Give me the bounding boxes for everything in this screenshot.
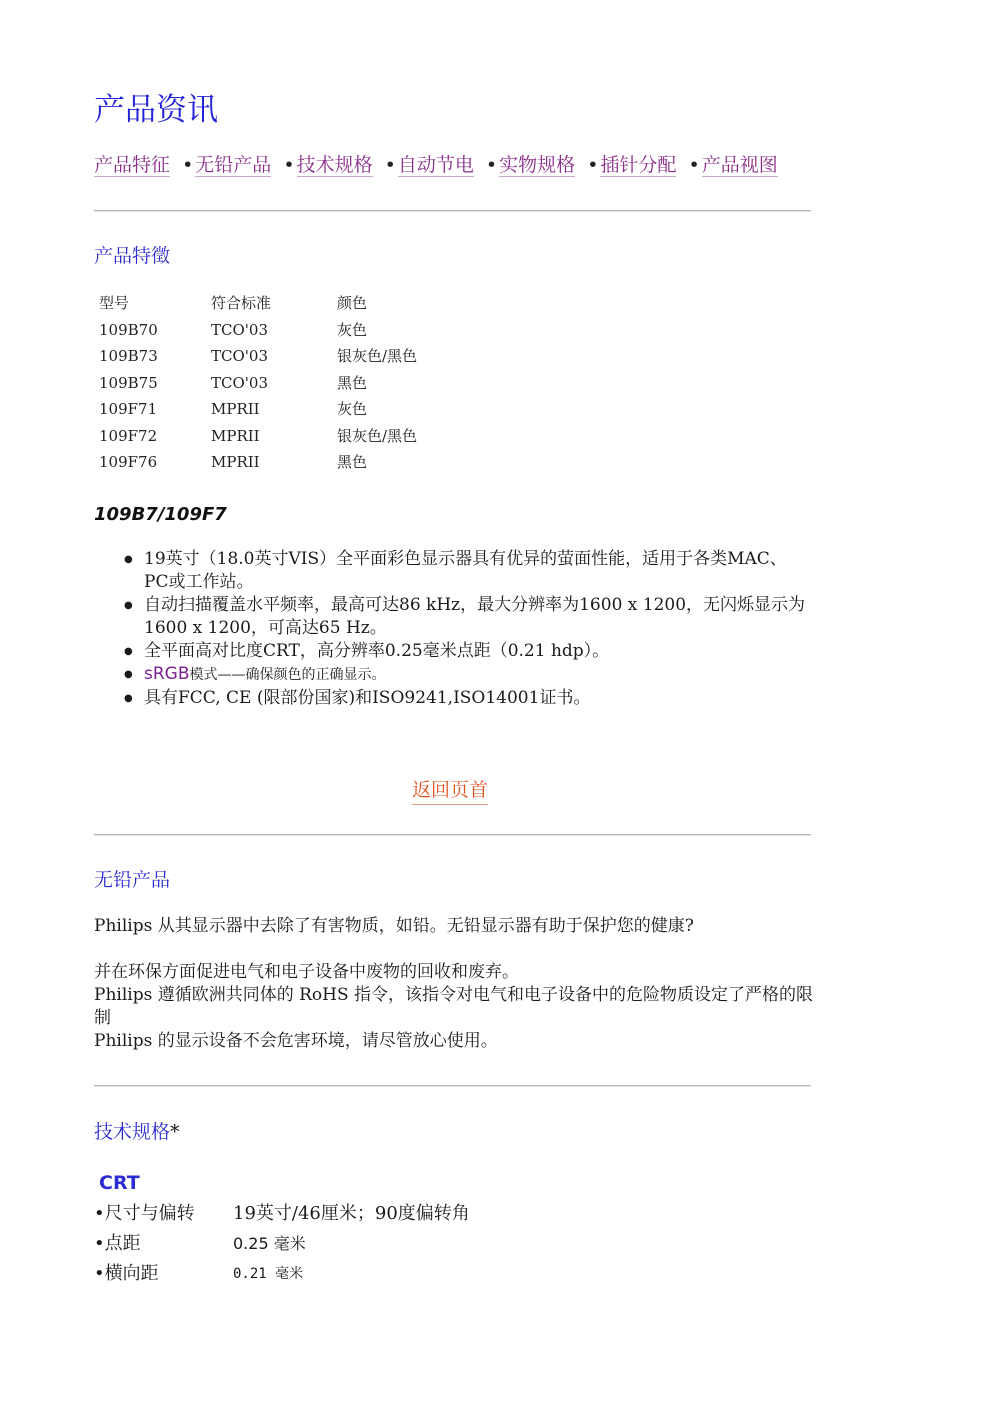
table-row (99, 370, 457, 397)
cell-model: 109B70 (99, 320, 158, 339)
spec-row (94, 1200, 470, 1228)
feature-text: 全平面高对比度CRT，高分辨率0.25毫米点距（0.21 hdp）。 (144, 641, 610, 661)
cell-color: 黑色 (337, 373, 368, 392)
nav-separator: • (688, 154, 700, 176)
srgb-label: sRGB (144, 664, 190, 684)
table-row (99, 423, 457, 450)
cell-model: 109F76 (99, 453, 158, 471)
back-to-top-link[interactable]: 返回页首 (412, 776, 488, 805)
nav-link-features[interactable]: 产品特征 (94, 154, 171, 176)
lead-free-description (94, 915, 814, 1053)
nav-link-tech-specs[interactable]: 技术规格 (296, 154, 373, 176)
column-header-standard: 符合标准 (211, 294, 272, 312)
nav-separator: • (182, 154, 194, 176)
spec-label: •横向距 (94, 1263, 159, 1284)
tech-specs-title-text: 技术规格 (94, 1121, 171, 1143)
column-header-model: 型号 (99, 294, 130, 312)
nav-link-lead-free[interactable]: 无铅产品 (195, 154, 272, 176)
table-row (99, 396, 457, 423)
cell-model: 109F71 (99, 400, 158, 418)
cell-color: 银灰色/黑色 (337, 347, 418, 365)
nav-link-auto-power-saving[interactable]: 自动节电 (397, 154, 474, 176)
paragraph: 并在环保方面促进电气和电子设备中废物的回收和废弃。 (94, 962, 519, 982)
list-item (120, 663, 810, 687)
spec-row (94, 1260, 303, 1288)
paragraph-spacer (94, 938, 814, 961)
nav-separator: • (587, 154, 599, 176)
feature-text: 自动扫描覆盖水平频率，最高可达86 kHz，最大分辨率为1600 x 1200，无闪烁显示为1600 x 1200，可高达65 Hz。 (144, 595, 806, 638)
nav-separator: • (283, 154, 295, 176)
divider (94, 1085, 811, 1087)
cell-standard: TCO'03 (211, 347, 268, 365)
cell-color: 银灰色/黑色 (337, 426, 418, 445)
lead-free-section-title: 无铅产品 (94, 869, 171, 891)
cell-standard: MPRII (211, 400, 260, 418)
page-title: 产品资讯 (94, 92, 218, 128)
crt-heading: CRT (99, 1172, 140, 1194)
spec-value: 0.25 毫米 (233, 1234, 306, 1253)
cell-model: 109B73 (99, 347, 158, 365)
footnote-asterisk: * (170, 1121, 180, 1143)
paragraph: Philips 从其显示器中去除了有害物质，如铅。无铅显示器有助于保护您的健康? (94, 916, 694, 936)
cell-model: 109B75 (99, 373, 158, 392)
cell-color: 黑色 (337, 453, 368, 471)
nav-link-physical-specs[interactable]: 实物规格 (499, 154, 576, 176)
cell-standard: MPRII (211, 426, 260, 445)
feature-list (120, 548, 810, 710)
list-item (120, 594, 810, 640)
section-nav (94, 150, 778, 180)
cell-standard: TCO'03 (211, 320, 268, 339)
feature-text: 模式——确保颜色的正确显示。 (189, 667, 386, 683)
cell-model: 109F72 (99, 426, 158, 445)
model-table (99, 290, 457, 476)
list-item (120, 640, 810, 663)
cell-color: 灰色 (337, 400, 368, 418)
spec-row (94, 1230, 306, 1258)
nav-separator: • (485, 154, 498, 176)
table-row (99, 317, 457, 344)
list-item (120, 548, 810, 594)
list-item (120, 687, 810, 710)
cell-standard: TCO'03 (211, 373, 268, 392)
cell-color: 灰色 (337, 320, 368, 339)
column-header-color: 颜色 (337, 294, 368, 312)
paragraph: Philips 遵循欧洲共同体的 RoHS 指令，该指令对电气和电子设备中的危险物质设定了严格的限制 (94, 985, 814, 1028)
features-section-title: 产品特徵 (94, 245, 171, 267)
spec-value: 19英寸/46厘米；90度偏转角 (233, 1203, 470, 1224)
table-row (99, 449, 457, 476)
spec-value: 0.21 毫米 (233, 1266, 304, 1282)
feature-text: 19英寸（18.0英寸VIS）全平面彩色显示器具有优异的萤面性能，适用于各类MAC、PC或工作站。 (144, 549, 787, 592)
nav-link-pin-assignment[interactable]: 插针分配 (600, 154, 677, 176)
tech-specs-section-title (94, 1118, 180, 1146)
cell-standard: MPRII (211, 453, 260, 471)
divider (94, 210, 811, 212)
table-row (99, 343, 457, 370)
table-header-row (99, 290, 457, 317)
nav-separator: • (384, 154, 396, 176)
model-heading: 109B7/109F7 (94, 504, 227, 525)
divider (94, 834, 811, 836)
nav-link-product-views[interactable]: 产品视图 (701, 154, 778, 176)
spec-label: •点距 (94, 1233, 141, 1254)
paragraph: Philips 的显示设备不会危害环境，请尽管放心使用。 (94, 1031, 498, 1051)
spec-label: •尺寸与偏转 (94, 1203, 195, 1224)
feature-text: 具有FCC, CE (限部份国家)和ISO9241,ISO14001证书。 (144, 688, 591, 708)
